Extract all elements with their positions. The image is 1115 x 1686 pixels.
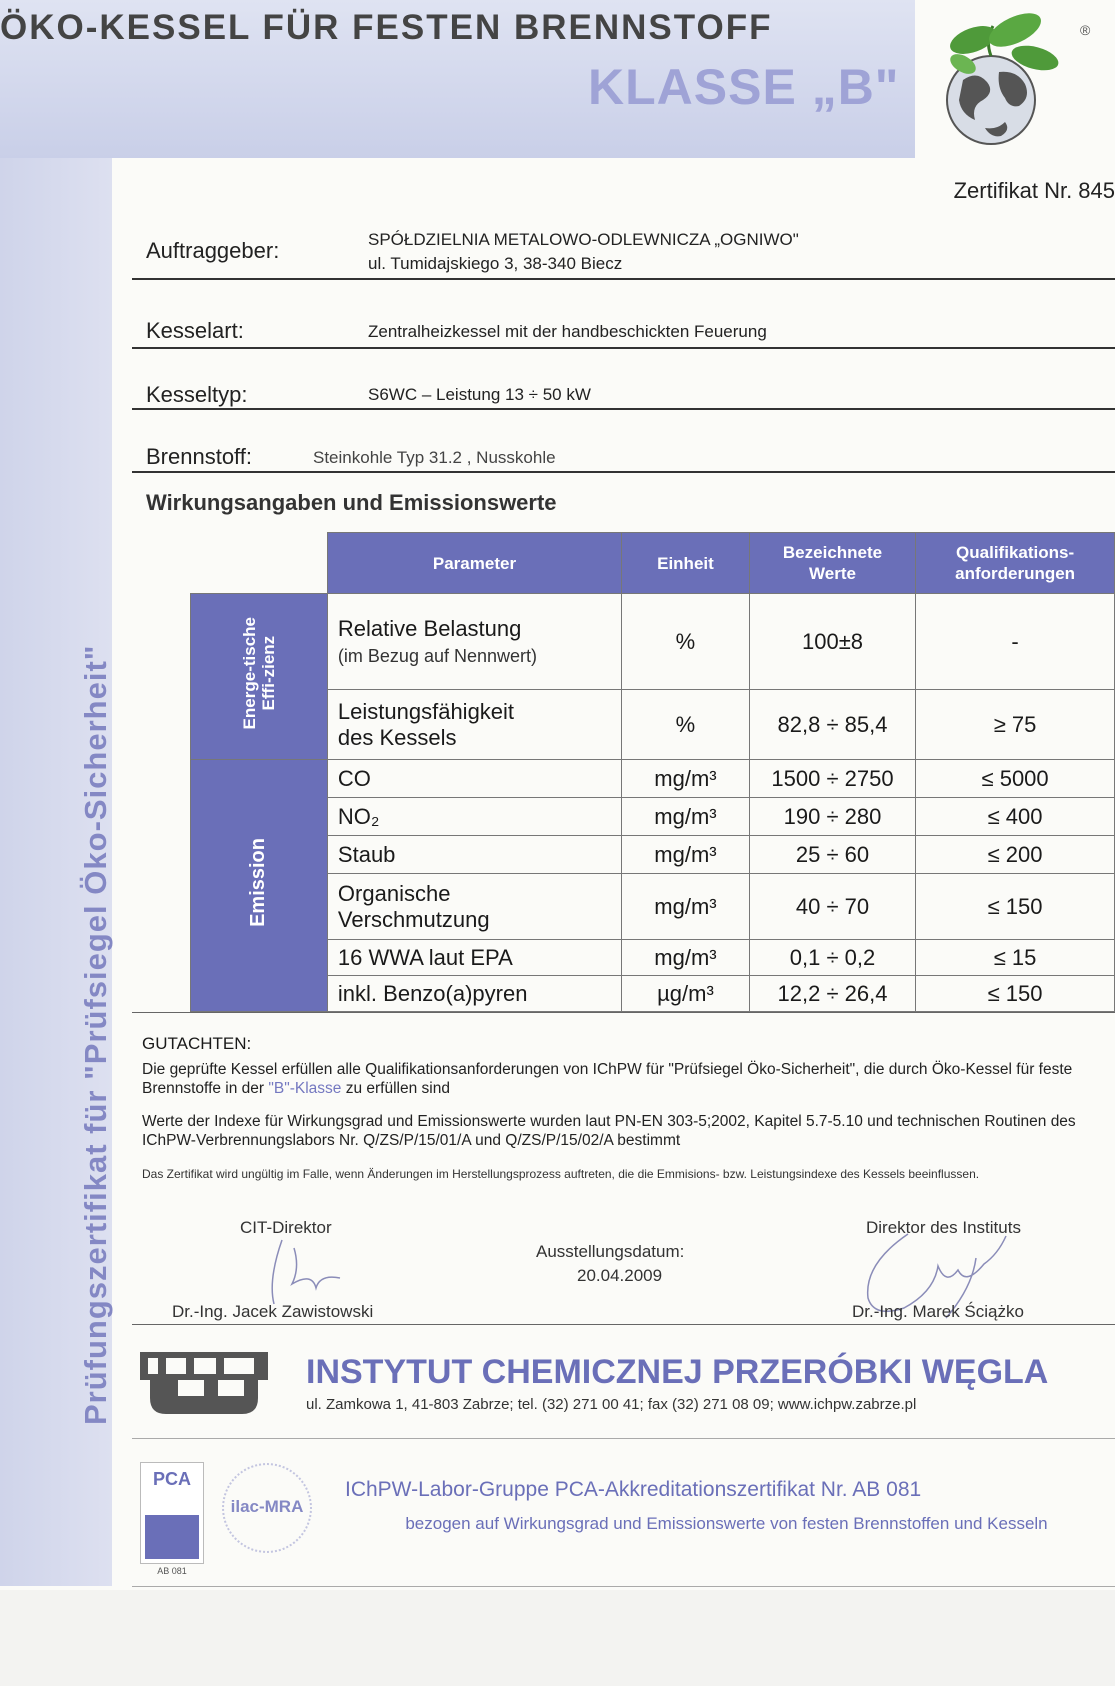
ichpw-logo-icon bbox=[140, 1348, 268, 1418]
requirement-cell: ≤ 400 bbox=[916, 798, 1115, 836]
value-cell: 190 ÷ 280 bbox=[749, 798, 915, 836]
pca-badge: PCA bbox=[140, 1462, 204, 1564]
table-row bbox=[191, 594, 1115, 690]
value-cell: 100±8 bbox=[749, 594, 915, 690]
signature-left-icon bbox=[236, 1230, 386, 1310]
param-cell: Staub bbox=[327, 836, 621, 874]
right-signatory-name: Dr.-Ing. Marek Ściążko bbox=[852, 1302, 1024, 1321]
divider bbox=[132, 1586, 1115, 1587]
pca-number: AB 081 bbox=[157, 1566, 187, 1576]
param-cell: Leistungsfähigkeit des Kessels bbox=[327, 690, 621, 760]
accreditation-title: IChPW-Labor-Gruppe PCA-Akkreditationszertifikat Nr. AB 081 bbox=[345, 1478, 922, 1501]
unit-cell: mg/m³ bbox=[622, 940, 750, 976]
auftraggeber-label: Auftraggeber: bbox=[146, 238, 280, 263]
ilac-mra-logo: ilac-MRA bbox=[222, 1463, 312, 1553]
accreditation-subtitle: bezogen auf Wirkungsgrad und Emissionswerte von festen Brennstoffen und Kesseln bbox=[405, 1514, 1048, 1533]
auftraggeber-line-2: ul. Tumidajskiego 3, 38-340 Biecz bbox=[368, 254, 623, 273]
table-header-row bbox=[191, 533, 1115, 594]
kesseltyp-value: S6WC – Leistung 13 ÷ 50 kW bbox=[368, 385, 591, 404]
requirement-cell: - bbox=[916, 594, 1115, 690]
kesselart-label: Kesselart: bbox=[146, 318, 244, 343]
divider bbox=[132, 1324, 1115, 1325]
gutachten-paragraph-1: Die geprüfte Kessel erfüllen alle Qualifikationsanforderungen von IChPW für "Prüfsiegel Öko-Sicherheit", die durch Öko-Kessel für feste Brennstoffe in der "B"-Klasse zu erfüllen sind bbox=[142, 1061, 1073, 1097]
divider bbox=[132, 1438, 1115, 1439]
unit-cell: µg/m³ bbox=[622, 976, 750, 1012]
table-row bbox=[191, 690, 1115, 760]
table-row bbox=[191, 798, 1115, 836]
kesseltyp-label: Kesseltyp: bbox=[146, 382, 248, 407]
gutachten-title: GUTACHTEN: bbox=[142, 1034, 252, 1053]
table-row bbox=[191, 976, 1115, 1012]
table-row bbox=[191, 874, 1115, 940]
title-line-2: KLASSE „B" bbox=[588, 59, 900, 115]
unit-cell: mg/m³ bbox=[622, 798, 750, 836]
header-band bbox=[0, 0, 915, 158]
gutachten-paragraph-3: Das Zertifikat wird ungültig im Falle, wenn Änderungen im Herstellungsprozess auftreten, die die Emmisions- bzw. Leistungsindexe des Kessels beeinflussen. bbox=[142, 1167, 980, 1181]
brennstoff-label: Brennstoff: bbox=[146, 444, 252, 469]
requirement-cell: ≤ 5000 bbox=[916, 760, 1115, 798]
value-cell: 25 ÷ 60 bbox=[749, 836, 915, 874]
divider bbox=[132, 347, 1115, 349]
value-cell: 82,8 ÷ 85,4 bbox=[749, 690, 915, 760]
requirement-cell: ≤ 15 bbox=[916, 940, 1115, 976]
value-cell: 12,2 ÷ 26,4 bbox=[749, 976, 915, 1012]
param-cell: NO₂ bbox=[327, 798, 621, 836]
institute-address: ul. Zamkowa 1, 41-803 Zabrze; tel. (32) 271 00 41; fax (32) 271 08 09; www.ichpw.zabrze.pl bbox=[306, 1396, 917, 1413]
auftraggeber-line-1: SPÓŁDZIELNIA METALOWO-ODLEWNICZA „OGNIWO" bbox=[368, 230, 799, 249]
header-anforderungen: Qualifikations- anforderungen bbox=[916, 533, 1115, 594]
unit-cell: % bbox=[622, 690, 750, 760]
param-cell: CO bbox=[327, 760, 621, 798]
side-vertical-title: Prüfungszertifikat für "Prüfsiegel Öko-Sicherheit" bbox=[78, 644, 113, 1425]
kesselart-value: Zentralheizkessel mit der handbeschickten Feuerung bbox=[368, 322, 767, 341]
divider bbox=[132, 278, 1115, 280]
group-emission: Emission bbox=[191, 760, 328, 1012]
date-label: Ausstellungsdatum: bbox=[536, 1242, 685, 1261]
divider bbox=[132, 408, 1115, 410]
requirement-cell: ≤ 200 bbox=[916, 836, 1115, 874]
registered-mark: ® bbox=[1080, 22, 1091, 38]
pca-emblem-icon bbox=[145, 1515, 199, 1559]
table-row bbox=[191, 760, 1115, 798]
param-cell: 16 WWA laut EPA bbox=[327, 940, 621, 976]
table-row bbox=[191, 940, 1115, 976]
title-line-1: ÖKO-KESSEL FÜR FESTEN BRENNSTOFF bbox=[0, 8, 773, 47]
requirement-cell: ≤ 150 bbox=[916, 976, 1115, 1012]
brennstoff-value: Steinkohle Typ 31.2 , Nusskohle bbox=[313, 448, 556, 467]
date-value: 20.04.2009 bbox=[577, 1266, 663, 1285]
divider bbox=[132, 471, 1115, 473]
unit-cell: % bbox=[622, 594, 750, 690]
value-cell: 0,1 ÷ 0,2 bbox=[749, 940, 915, 976]
unit-cell: mg/m³ bbox=[622, 836, 750, 874]
param-cell: inkl. Benzo(a)pyren bbox=[327, 976, 621, 1012]
value-cell: 40 ÷ 70 bbox=[749, 874, 915, 940]
requirement-cell: ≤ 150 bbox=[916, 874, 1115, 940]
header-parameter: Parameter bbox=[327, 533, 621, 594]
unit-cell: mg/m³ bbox=[622, 760, 750, 798]
table-row bbox=[191, 836, 1115, 874]
gutachten-paragraph-2: Werte der Indexe für Wirkungsgrad und Emissionswerte wurden laut PN-EN 303-5;2002, Kapitel 5.7-5.10 und technischen Routinen des IChPW-Verbrennungslabors Nr. Q/ZS/P/15/01/A und Q/ZS/P/15/02/A bestimmt bbox=[142, 1113, 1076, 1149]
requirement-cell: ≥ 75 bbox=[916, 690, 1115, 760]
param-cell: Relative Belastung (im Bezug auf Nennwert) bbox=[327, 594, 621, 690]
group-energy: Energe-tische Effi-zienz bbox=[191, 594, 328, 760]
emission-table bbox=[190, 532, 1115, 1012]
right-signatory-title: Direktor des Instituts bbox=[866, 1218, 1021, 1237]
section-title: Wirkungsangaben und Emissionswerte bbox=[146, 490, 557, 515]
certificate-number: Zertifikat Nr. 845 bbox=[953, 178, 1115, 203]
left-signatory-name: Dr.-Ing. Jacek Zawistowski bbox=[172, 1302, 374, 1321]
divider bbox=[132, 1012, 1115, 1013]
unit-cell: mg/m³ bbox=[622, 874, 750, 940]
value-cell: 1500 ÷ 2750 bbox=[749, 760, 915, 798]
header-einheit: Einheit bbox=[622, 533, 750, 594]
institute-name: INSTYTUT CHEMICZNEJ PRZERÓBKI WĘGLA bbox=[306, 1353, 1049, 1391]
left-signatory-title: CIT-Direktor bbox=[240, 1218, 332, 1237]
header-werte: Bezeichnete Werte bbox=[749, 533, 915, 594]
param-cell: Organische Verschmutzung bbox=[327, 874, 621, 940]
